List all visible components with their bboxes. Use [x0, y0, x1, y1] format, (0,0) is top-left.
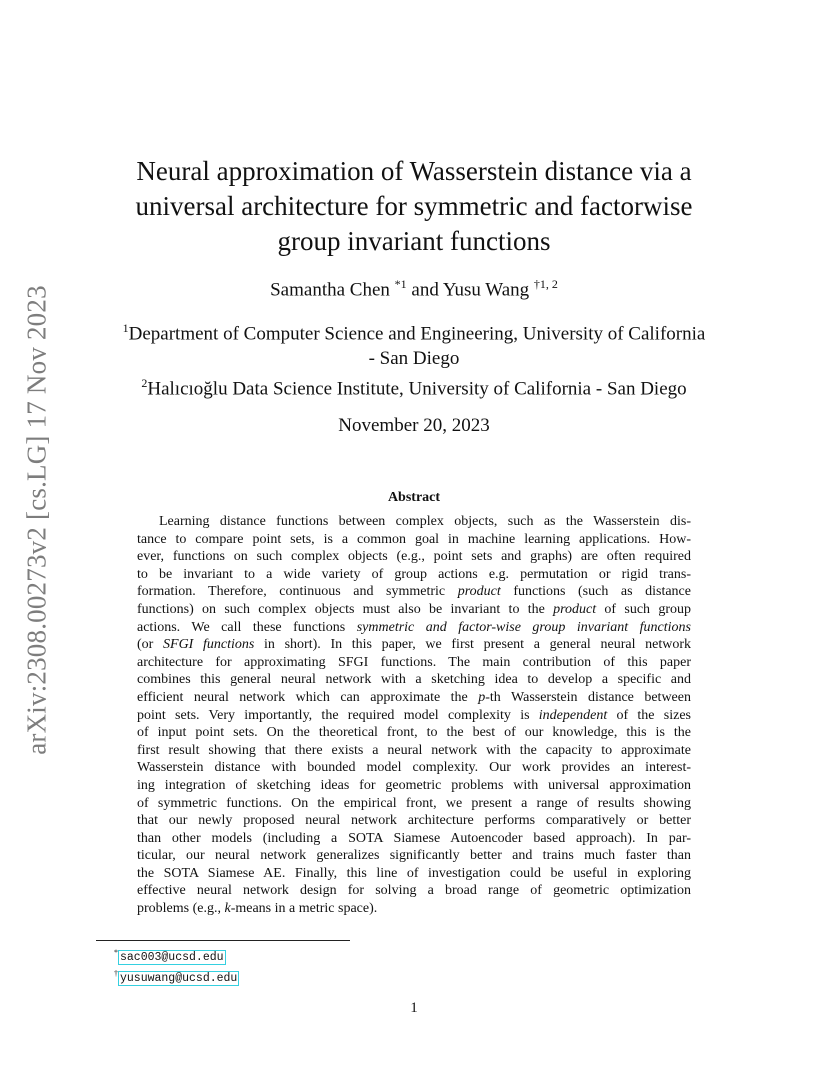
footnote-author1	[114, 945, 239, 966]
abstract-line: combines this general neural network with a sketching idea to develop a specific and	[137, 672, 691, 688]
abstract-line: to be invariant to a wide variety of group actions e.g. permutation or rigid trans-	[137, 566, 691, 582]
footnote-mark: *	[114, 948, 118, 957]
abstract-body	[137, 513, 691, 918]
title-line: group invariant functions	[277, 226, 551, 256]
author-list	[96, 277, 732, 301]
abstract-line: first result showing that there exists a neural network with the capacity to approximate	[137, 742, 691, 758]
paper-date: November 20, 2023	[338, 415, 490, 436]
author-name: Yusu Wang	[442, 279, 530, 301]
email-link-author2[interactable]: yusuwang@ucsd.edu	[120, 971, 238, 985]
page-number: 1	[410, 1000, 418, 1016]
abstract-line: point sets. Very importantly, the required model complexity is independent of the sizes	[137, 707, 691, 723]
footnote-mark: †	[114, 968, 118, 978]
abstract-line: functions) on such complex objects must also be invariant to the product of such group	[137, 601, 691, 617]
footnote-author2	[114, 966, 239, 987]
affiliation-mark: 2	[141, 376, 148, 391]
abstract-line: ever, functions on such complex objects (e.g., point sets and graphs) are often required	[137, 549, 691, 565]
abstract-heading: Abstract	[387, 490, 441, 505]
abstract-line: of input point sets. On the theoretical front, to the best of our knowledge, this is the	[137, 725, 691, 741]
affiliation-text: Halıcıoğlu Data Science Institute, University of California - San Diego	[147, 378, 687, 400]
affiliation-text: Department of Computer Science and Engineering, University of California	[128, 323, 706, 345]
affiliation-1-continued: - San Diego	[368, 348, 460, 370]
abstract-line: architecture for approximating SFGI functions. The main contribution of this paper	[137, 654, 691, 670]
abstract-line: ing integration of sketching ideas for geometric problems with universal approximation	[137, 777, 691, 793]
footnote-divider	[96, 940, 350, 941]
author-affiliation-mark: *1	[394, 277, 407, 291]
abstract-line: efficient neural network which can approximate the p-th Wasserstein distance between	[137, 689, 691, 705]
title-line: Neural approximation of Wasserstein distance via a	[136, 156, 692, 186]
abstract-line: Learning distance functions between complex objects, such as the Wasserstein dis-	[159, 514, 691, 529]
author-conjunction: and	[411, 279, 439, 301]
affiliation-2	[96, 371, 732, 401]
abstract-line: of symmetric functions. On the empirical front, we present a range of results showing	[137, 795, 691, 811]
footnotes	[114, 945, 239, 987]
abstract-line: problems (e.g., k-means in a metric space).	[137, 901, 378, 917]
paper-title	[96, 154, 732, 259]
abstract-line: ticular, our neural network generalizes significantly better and trains much faster than	[137, 848, 691, 864]
abstract-line: (or SFGI functions in short). In this paper, we first present a general neural network	[137, 637, 692, 653]
affiliation-mark: 1	[122, 321, 129, 335]
email-link-author1[interactable]: sac003@ucsd.edu	[120, 950, 224, 964]
abstract-line: Wasserstein distance with bounded model complexity. Our work provides an interest-	[137, 760, 691, 776]
affiliation-1	[96, 316, 732, 346]
title-line: universal architecture for symmetric and factorwise	[135, 191, 693, 221]
author-name: Samantha Chen	[270, 279, 390, 301]
abstract-line: that our newly proposed neural network architecture performs comparatively or better	[137, 813, 691, 829]
abstract-line: than other models (including a SOTA Siamese Autoencoder based approach). In par-	[137, 830, 691, 846]
abstract-line: effective neural network design for solving a broad range of geometric optimization	[137, 883, 691, 899]
arxiv-identifier-stamp: arXiv:2308.00273v2 [cs.LG] 17 Nov 2023	[21, 285, 52, 755]
author-affiliation-mark: †1, 2	[533, 277, 558, 291]
abstract-line: actions. We call these functions symmetric and factor-wise group invariant functions	[137, 619, 691, 635]
abstract-line: the SOTA Siamese AE. Finally, this line of investigation could be useful in exploring	[137, 865, 691, 881]
abstract-line: tance to compare point sets, is a common goal in machine learning applications. How-	[137, 531, 691, 547]
affiliations	[96, 316, 732, 402]
abstract-line: formation. Therefore, continuous and symmetric product functions (such as distance	[137, 584, 691, 600]
